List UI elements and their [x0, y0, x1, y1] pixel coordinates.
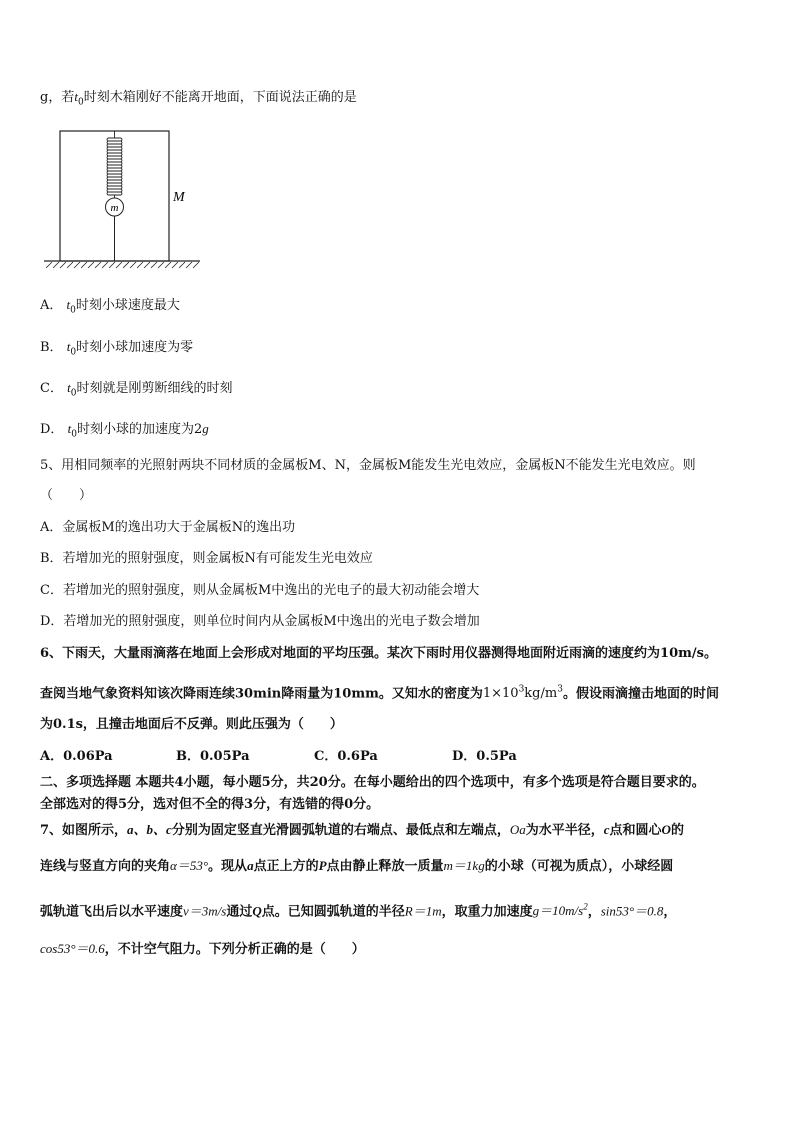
q6-line1: 6、下雨天，大量雨滴落在地面上会形成对地面的平均压强。某次下雨时用仪器测得地面附近雨滴的速度约为10m/s。	[40, 646, 717, 661]
q4-option-c: C． $t_0$时刻就是刚剪断细线的时刻	[40, 380, 233, 399]
q4-intro: g，若$t_0$时刻木箱刚好不能离开地面，下面说法正确的是	[40, 89, 357, 108]
q6-line2: 查阅当地气象资料知该次降雨连续30min降雨量为10mm。又知水的密度为$1\times 10^3kg/m^3$。假设雨滴撞击地面的时间	[40, 685, 719, 702]
q7-line1: 7、如图所示，a、b、c分别为固定竖直光滑圆弧轨道的右端点、最低点和左端点，Oa为水平半径，c点和圆心O的	[40, 822, 684, 838]
section2-heading-line1: 二、多项选择题 本题共4小题，每小题5分，共20分。在每小题给出的四个选项中，有多个选项是符合题目要求的。	[40, 775, 705, 790]
spring-box-figure	[40, 128, 200, 273]
q6-option-d: D．0.5Pa	[452, 749, 517, 764]
q5-option-c: C．若增加光的照射强度，则从金属板M中逸出的光电子的最大初动能会增大	[40, 583, 480, 598]
q5-option-b: B．若增加光的照射强度，则金属板N有可能发生光电效应	[40, 551, 373, 566]
q4-option-a: A． $t_0$时刻小球速度最大	[40, 297, 180, 316]
q4-option-b: B． $t_0$时刻小球加速度为零	[40, 339, 194, 358]
q6-option-b: B．0.05Pa	[176, 749, 250, 764]
q7-line3: 弧轨道飞出后以水平速度v＝3m/s通过Q点。已知圆弧轨道的半径R＝1m，取重力加速度$g=10m/s^2$，sin53°＝0.8，	[40, 902, 677, 920]
ball-label: m	[110, 202, 119, 214]
spring	[107, 131, 122, 198]
q5-option-d: D．若增加光的照射强度，则单位时间内从金属板M中逸出的光电子数会增加	[40, 614, 480, 629]
q5-stem-line1: 5、用相同频率的光照射两块不同材质的金属板M、N，金属板M能发生光电效应，金属板N不能发生光电效应。则	[40, 458, 696, 473]
q6-option-a: A．0.06Pa	[40, 749, 113, 764]
q7-line4: cos53°＝0.6，不计空气阻力。下列分析正确的是（ ）	[40, 941, 365, 957]
q7-line2: 连线与竖直方向的夹角α＝53°。现从a点正上方的P点由静止释放一质量m＝1kg的小球（可视为质点），小球经圆	[40, 858, 674, 874]
q4-option-d: D． $t_0$时刻小球的加速度为2g	[40, 421, 209, 440]
section2-heading-line2: 全部选对的得5分，选对但不全的得3分，有选错的得0分。	[40, 797, 380, 812]
ground-hatching	[46, 262, 199, 268]
box-mass-label: M	[173, 190, 185, 205]
q6-line3: 为0.1s，且撞击地面后不反弹。则此压强为（ ）	[40, 717, 343, 732]
q6-option-c: C．0.6Pa	[314, 749, 378, 764]
q5-option-a: A．金属板M的逸出功大于金属板N的逸出功	[40, 520, 296, 535]
q5-stem-line2: （ ）	[40, 488, 93, 503]
